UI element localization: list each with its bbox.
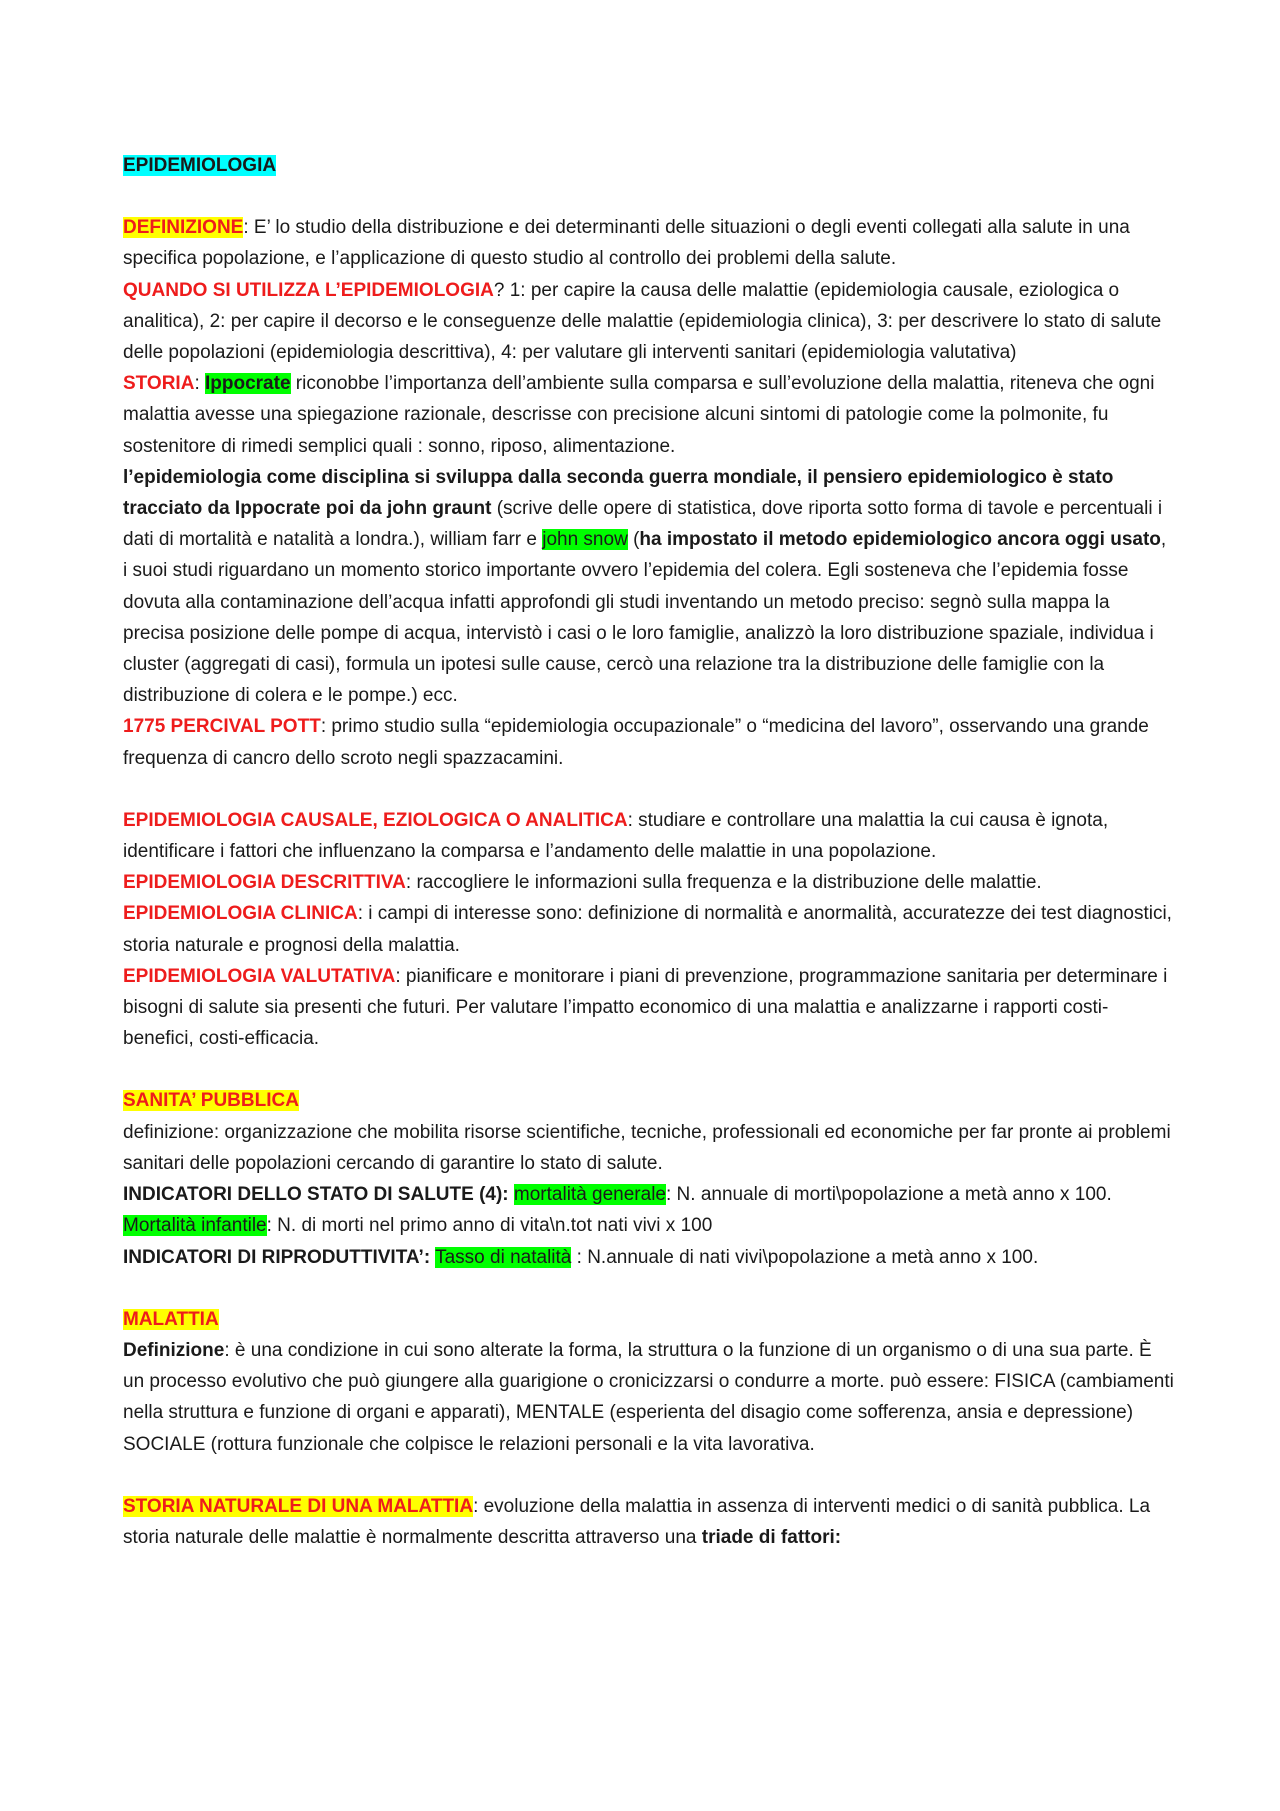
paragraph-indicatori-salute [123, 1179, 1175, 1210]
label-descrittiva: EPIDEMIOLOGIA DESCRITTIVA [123, 872, 406, 894]
paragraph-riproduttivita [123, 1242, 1175, 1273]
document-page [123, 150, 1175, 1553]
text-valutativa: : pianificare e monitorare i piani di prevenzione, programmazione sanitaria per determinare i bisogni di salute sia presenti che futuri. Per valutare l’impatto economico di una malattia e analizzarne i rapporti costi-benefici, costi-efficacia. [123, 965, 1168, 1050]
text-storia-naturale: : evoluzione della malattia in assenza di interventi medici o di sanità pubblica. La storia naturale delle malattie è normalmente descritta attraverso una [123, 1495, 1151, 1548]
label-malattia-definizione: Definizione [123, 1339, 225, 1361]
text-malattia: : è una condizione in cui sono alterate la forma, la struttura o la funzione di un organismo o di una sua parte. È un processo evolutivo che può giungere alla guarigione o cronicizzarsi o condurre a morte. può essere: FISICA (cambiamenti nella struttura e funzione di organi e apparati), MENTALE (esperienta del disagio come sofferenza, ansia e depressione) SOCIALE (rottura funzionale che colpisce le relazioni personali e la vita lavorativa. [123, 1339, 1174, 1455]
highlight-ippocrate: Ippocrate [205, 373, 291, 395]
label-valutativa: EPIDEMIOLOGIA VALUTATIVA [123, 965, 396, 987]
spacer [123, 1054, 1175, 1085]
highlight-john-snow: john snow [542, 529, 628, 551]
label-storia: STORIA [123, 373, 195, 395]
label-pott: 1775 PERCIVAL POTT [123, 716, 321, 738]
text-sanita-definizione: definizione: organizzazione che mobilita risorse scientifiche, tecniche, professionali ed economiche per far pronte ai problemi sanitari delle popolazioni cercando di garantire lo stato di salute. [123, 1121, 1171, 1174]
paragraph-storia [123, 368, 1175, 462]
text-definizione: : E’ lo studio della distribuzione e dei determinanti delle situazioni o degli eventi collegati alla salute in una specifica popolazione, e l’applicazione di questo studio al controllo dei problemi della salute. [123, 217, 1130, 270]
bold-metodo: ha impostato il metodo epidemiologico ancora oggi usato [639, 529, 1161, 551]
spacer [123, 181, 1175, 212]
paragraph-storia-naturale [123, 1491, 1175, 1553]
label-causale: EPIDEMIOLOGIA CAUSALE, EZIOLOGICA O ANALITICA [123, 809, 628, 831]
text-natalita: : N.annuale di nati vivi\popolazione a metà anno x 100. [571, 1246, 1039, 1268]
heading-sanita [123, 1085, 1175, 1116]
title-text: EPIDEMIOLOGIA [123, 155, 277, 176]
heading-malattia-text: MALATTIA [123, 1308, 219, 1330]
paragraph-descrittiva [123, 867, 1175, 898]
paragraph-definizione [123, 212, 1175, 274]
paragraph-valutativa [123, 961, 1175, 1055]
paragraph-mortalita-infantile [123, 1210, 1175, 1241]
text-quando: ? 1: per capire la causa delle malattie (epidemiologia causale, eziologica o analitica), 2: per capire il decorso e le conseguenze delle malattie (epidemiologia clinica), 3: per descrivere lo stato di salute delle popolazioni (epidemiologia descrittiva), 4: per valutare gli interventi sanitari (epidemiologia valutativa) [123, 279, 1162, 364]
label-indicatori-salute: INDICATORI DELLO STATO DI SALUTE (4): [123, 1184, 509, 1206]
highlight-mortalita-infantile: Mortalità infantile [123, 1215, 267, 1237]
text-mortalita-infantile: : N. di morti nel primo anno di vita\n.tot nati vivi x 100 [266, 1215, 713, 1237]
label-clinica: EPIDEMIOLOGIA CLINICA [123, 903, 358, 925]
paragraph-pott [123, 711, 1175, 773]
spacer [123, 1273, 1175, 1304]
label-riproduttivita: INDICATORI DI RIPRODUTTIVITA’: [123, 1246, 431, 1268]
text-descrittiva: : raccogliere le informazioni sulla frequenza e la distribuzione delle malattie. [405, 872, 1042, 894]
bold-disciplina: l’epidemiologia come disciplina si sviluppa dalla seconda guerra mondiale, il pensiero epidemiologico è stato tracciato da Ippocrate poi da john graunt [123, 466, 1114, 520]
highlight-natalita: Tasso di natalità [435, 1246, 572, 1268]
text-mortalita-generale: : N. annuale di morti\popolazione a metà anno x 100. [666, 1184, 1112, 1206]
paragraph-malattia [123, 1335, 1175, 1460]
text-pott: : primo studio sulla “epidemiologia occupazionale” o “medicina del lavoro”, osservando una grande frequenza di cancro dello scroto negli spazzacamini. [123, 716, 1149, 769]
heading-sanita-text: SANITA’ PUBBLICA [123, 1090, 299, 1112]
paragraph-quando [123, 275, 1175, 369]
paragraph-causale [123, 805, 1175, 867]
storia-colon: : [194, 373, 205, 395]
paragraph-sanita-definizione [123, 1117, 1175, 1179]
text-causale: : studiare e controllare una malattia la cui causa è ignota, identificare i fattori che influenzano la comparsa e l’andamento delle malattie in una popolazione. [123, 809, 1109, 863]
paragraph-clinica [123, 898, 1175, 960]
bold-triade: triade di fattori: [701, 1526, 842, 1548]
text-colera: , i suoi studi riguardano un momento storico importante ovvero l’epidemia del colera. Egli sosteneva che l’epidemia fosse dovuta alla contaminazione dell’acqua infatti approfondi gli studi inventando un metodo preciso: segnò sulla mappa la precisa posizione delle pompe di acqua, intervistò i casi o le loro famiglie, analizzò la loro distribuzione spaziale, individua i cluster (aggregati di casi), formula un ipotesi sulle cause, cercò una relazione tra la distribuzione delle famiglie con la distribuzione di colera e le pompe.) ecc. [123, 529, 1167, 707]
label-definizione: DEFINIZIONE [123, 217, 244, 239]
paragraph-disciplina [123, 462, 1175, 712]
label-quando: QUANDO SI UTILIZZA L’EPIDEMIOLOGIA [123, 279, 494, 301]
spacer [123, 774, 1175, 805]
heading-malattia [123, 1304, 1175, 1335]
label-storia-naturale: STORIA NATURALE DI UNA MALATTIA [123, 1495, 474, 1517]
spacer [123, 1460, 1175, 1491]
document-title [123, 150, 1175, 181]
highlight-mortalita-generale: mortalità generale [513, 1184, 666, 1206]
text-storia: riconobbe l’importanza dell’ambiente sulla comparsa e sull’evoluzione della malattia, riteneva che ogni malattia avesse una spiegazione razionale, descrisse con precisione alcuni sintomi di patologie come la polmonite, fu sostenitore di rimedi semplici quali : sonno, riposo, alimentazione. [123, 373, 1155, 457]
text-clinica: : i campi di interesse sono: definizione di normalità e anormalità, accuratezze dei test diagnostici, storia naturale e prognosi della malattia. [123, 903, 1172, 956]
text-paren: ( [627, 529, 640, 551]
text-graunt: (scrive delle opere di statistica, dove riporta sotto forma di tavole e percentuali i dati di mortalità e natalità a londra.), william farr e [123, 498, 1163, 551]
